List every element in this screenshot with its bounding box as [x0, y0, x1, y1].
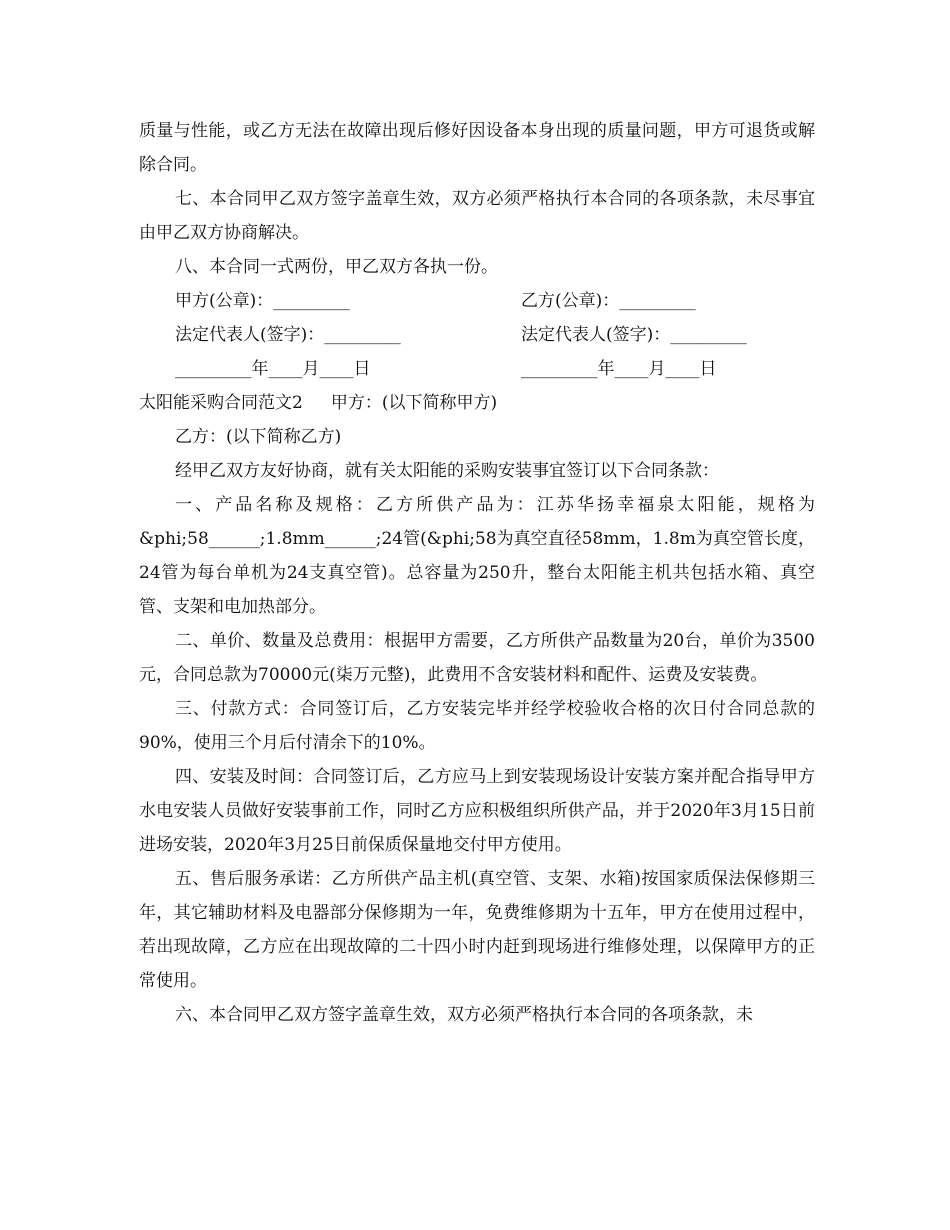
- intro-paragraph: 经甲乙双方友好协商，就有关太阳能的采购安装事宜签订以下合同条款：: [175, 461, 719, 481]
- signature-row-representative: [139, 318, 815, 352]
- party-a-date-field: _________年____月____日: [175, 359, 371, 379]
- sample2-title-row: [139, 386, 815, 420]
- clause-7: 七、本合同甲乙双方签字盖章生效，双方必须严格执行本合同的各项条款，未尽事宜由甲乙双方协商解决。: [139, 189, 815, 243]
- document-body: [139, 114, 815, 1032]
- item-4: 四、安装及时间：合同签订后，乙方应马上到安装现场设计安装方案并配合指导甲方水电安装人员做好安装事前工作，同时乙方应积极组织所供产品，并于2020年3月15日前进场安装，2020年3月25日前保质保量地交付甲方使用。: [139, 767, 815, 855]
- clause-8: 八、本合同一式两份，甲乙双方各执一份。: [175, 257, 498, 277]
- party-a-seal-field: 甲方(公章)：_________: [175, 291, 350, 311]
- party-b-seal-field: 乙方(公章)：_________: [521, 291, 696, 311]
- sample2-party-a: 甲方：(以下简称甲方): [330, 393, 498, 413]
- sample2-title: 太阳能采购合同范文2: [139, 393, 303, 413]
- party-b-date-field: _________年____月____日: [521, 359, 717, 379]
- item-6: 六、本合同甲乙双方签字盖章生效，双方必须严格执行本合同的各项条款，未: [175, 1005, 753, 1025]
- item-2: 二、单价、数量及总费用：根据甲方需要，乙方所供产品数量为20台，单价为3500元，合同总款为70000元(柒万元整)，此费用不含安装材料和配件、运费及安装费。: [139, 631, 815, 685]
- signature-row-date: [139, 352, 815, 386]
- item-3: 三、付款方式：合同签订后，乙方安装完毕并经学校验收合格的次日付合同总款的90%，使用三个月后付清余下的10%。: [139, 699, 815, 753]
- sample2-party-b: 乙方：(以下简称乙方): [175, 427, 342, 447]
- party-a-rep-field: 法定代表人(签字)：_________: [175, 325, 401, 345]
- party-b-rep-field: 法定代表人(签字)：_________: [521, 325, 747, 345]
- paragraph-continued: 质量与性能，或乙方无法在故障出现后修好因设备本身出现的质量问题，甲方可退货或解除合同。: [139, 121, 815, 175]
- signature-row-seal: [139, 284, 815, 318]
- item-5: 五、售后服务承诺：乙方所供产品主机(真空管、支架、水箱)按国家质保法保修期三年，其它辅助材料及电器部分保修期为一年，免费维修期为十五年，甲方在使用过程中，若出现故障，乙方应在出现故障的二十四小时内赶到现场进行维修处理，以保障甲方的正常使用。: [139, 869, 815, 991]
- item-1: 一、产品名称及规格：乙方所供产品为：江苏华扬幸福泉太阳能，规格为&phi;58______;1.8mm______;24管(&phi;58为真空直径58mm，1.8m为真空管长度，24管为每台单机为24支真空管)。总容量为250升，整台太阳能主机共包括水箱、真空管、支架和电加热部分。: [139, 495, 815, 617]
